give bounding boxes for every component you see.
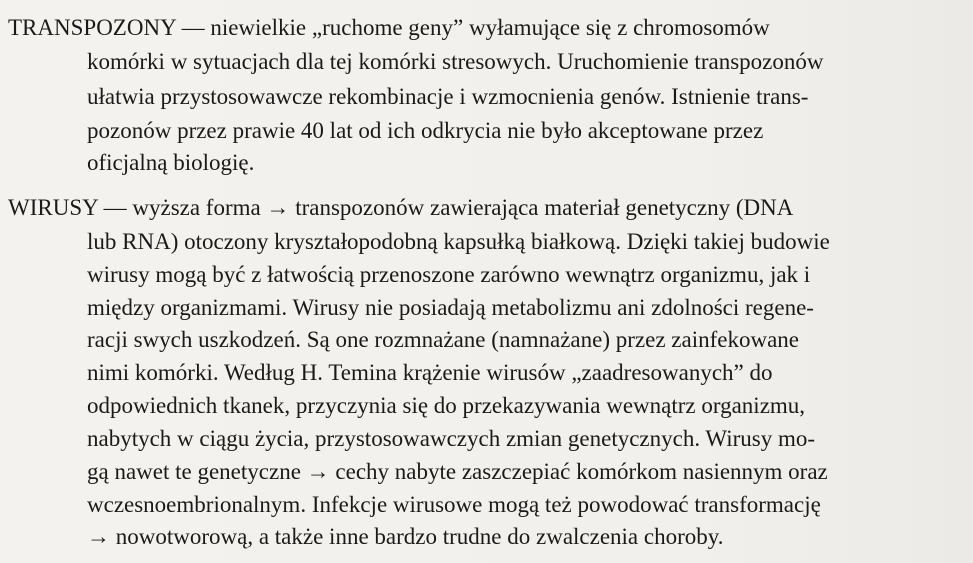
- entry-term-wirusy: WIRUSY: [8, 195, 98, 220]
- entry-text: — wyższa forma → transpozonów zawierająca materiał genetyczny (DNA: [97, 195, 794, 220]
- entry-wirusy-line-10: wczesnoembrionalnym. Infekcje wirusowe mogą też powodować transformację: [87, 492, 821, 517]
- entry-wirusy-line-9: gą nawet te genetyczne → cechy nabyte zaszczepiać komórkom nasiennym oraz: [87, 459, 828, 484]
- entry-wirusy-line-4: między organizmami. Wirusy nie posiadają metabolizmu ani zdolności regene-: [87, 295, 814, 320]
- entry-transpozony-line-1: [8, 13, 770, 43]
- entry-wirusy-line-7: odpowiednich tkanek, przyczynia się do przekazywania wewnątrz organizmu,: [87, 393, 806, 418]
- entry-wirusy-line-11: → nowotworową, a także inne bardzo trudne do zwalczenia choroby.: [87, 524, 724, 549]
- entry-wirusy-line-2: lub RNA) otoczony kryształopodobną kapsułką białkową. Dzięki takiej budowie: [87, 229, 830, 254]
- entry-wirusy-line-1: [8, 193, 793, 223]
- entry-wirusy-line-6: nimi komórki. Według H. Temina krążenie wirusów „zaadresowanych” do: [87, 360, 773, 385]
- entry-transpozony-line-5: oficjalną biologię.: [87, 150, 255, 175]
- entry-wirusy-line-3: wirusy mogą być z łatwością przenoszone zarówno wewnątrz organizmu, jak i: [87, 262, 811, 287]
- entry-wirusy-line-8: nabytych w ciągu życia, przystosowawczych zmian genetycznych. Wirusy mo-: [87, 426, 816, 451]
- entry-transpozony-line-3: ułatwia przystosowawcze rekombinacje i wzmocnienia genów. Istnienie trans-: [87, 84, 809, 109]
- entry-text: — niewielkie „ruchome geny” wyłamujące się z chromosomów: [175, 15, 770, 40]
- entry-transpozony-line-2: komórki w sytuacjach dla tej komórki stresowych. Uruchomienie transpozonów: [87, 49, 824, 74]
- entry-transpozony-line-4: pozonów przez prawie 40 lat od ich odkrycia nie było akceptowane przez: [87, 118, 764, 143]
- entry-term-transpozony: TRANSPOZONY: [8, 15, 176, 40]
- entry-wirusy-line-5: racji swych uszkodzeń. Są one rozmnażane (namnażane) przez zainfekowane: [87, 327, 799, 352]
